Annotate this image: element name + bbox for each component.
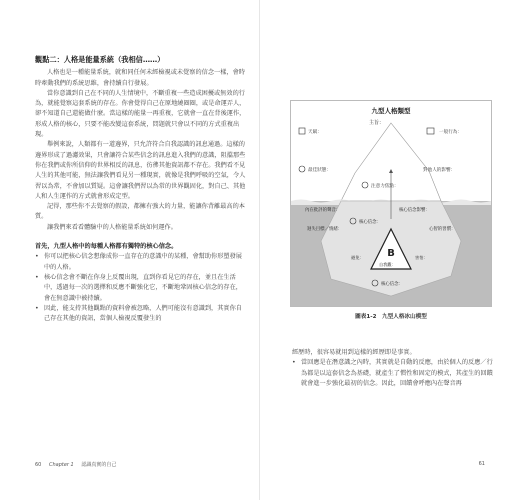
label-self-view: 自我觀： bbox=[379, 262, 396, 267]
figure-title: 九型人格類型 bbox=[371, 107, 411, 115]
chapter-label: Chapter 1 bbox=[48, 462, 74, 468]
label-attention-focus: 注意力焦點： bbox=[371, 184, 399, 189]
chapter-title: 認識真實的自己 bbox=[81, 462, 117, 468]
iceberg-diagram bbox=[291, 101, 491, 306]
label-leader: 主旨： bbox=[369, 120, 385, 126]
left-text-column bbox=[35, 55, 247, 324]
bullet-item: • 核心信念會不斷在你身上反覆出現，直到你看見它的存在，並且在生活中，透過每一次的選擇和反應不斷強化它，不斷地鞏固核心信念的存在，會在無意識中被持續。 bbox=[35, 273, 247, 304]
iceberg-figure bbox=[290, 100, 492, 307]
sun-icon bbox=[299, 166, 305, 172]
label-avoid: 避免： bbox=[351, 255, 364, 260]
gift-icon bbox=[299, 128, 305, 134]
figure-caption: 圖表1-2 九型人格冰山模型 bbox=[355, 314, 427, 320]
left-footer bbox=[35, 461, 122, 468]
right-text-column bbox=[292, 348, 497, 389]
label-gift: 天賦： bbox=[308, 130, 322, 135]
label-core-influence: 核心信念： bbox=[359, 220, 381, 225]
body-paragraph: 記得，那些你不去覺察的假設，都擁有強大的力量，能讓你背離最高的本質。 bbox=[35, 203, 245, 221]
core-symbol: B bbox=[387, 248, 395, 259]
label-others-impact: 對他人的影響： bbox=[423, 168, 456, 173]
bold-statement: 首先，九型人格中的每種人格都有獨特的核心信念。 bbox=[35, 243, 178, 251]
label-emotion-reaction: 心智的習慣： bbox=[429, 227, 456, 232]
right-page bbox=[260, 0, 520, 500]
label-best-state: 最佳狀態： bbox=[308, 168, 331, 173]
label-avoid-goal: 迴失目標／情緒： bbox=[307, 227, 343, 232]
body-paragraph: 舉例來說，人類都有一道邊界，只允許符合自我認識的訊息通過。這樣的邊界形成了過濾效果，只會讓符合某些信念的訊息進入我們的意識，阻擋那些你在我們或你所信仰的世界相反的訊息，彷彿其他資訊都不存在。我們看不見人生的其他可能，無法讓我們看見另一種現實，就像是我們呼吸的空氣，令人習以為常，不會加以質疑。這會讓我們習以為常的世界觀固化，對自己、其他人和人生運作的方式就會形成定型。 bbox=[35, 141, 246, 200]
label-general-behavior: 一般行為： bbox=[439, 130, 462, 135]
bullet-item: • 你可以把核心信念想像成你一直存在的意識中的某種，會幫助你形塑發展中的人格。 bbox=[35, 252, 247, 273]
page-number-left: 60 bbox=[35, 462, 42, 468]
label-inner-dialog: 內在批評的聲音： bbox=[305, 208, 341, 213]
body-paragraph: 當你意識到自己在不同的人生情境中，不斷重複一些造成困擾或無效的行為，就能覺察這套系統的存在。你會覺得自己在原地繞圈圈，或是命運弄人，卻不知道自己還能做什麼。當這樣的能量一再重複，它就會一直在背後運作，形成人格的核心，只要不能改變這套系統，問題就只會以不同的方式重複出現。 bbox=[35, 89, 246, 139]
body-paragraph: 經歷時，很容易就用到這樣的經歷即是事實。 bbox=[292, 349, 416, 356]
body-paragraph: 人格也是一種能量系統，就和同任何未經檢視或未覺察的信念一樣，會時時牽動我們的系統思維，會持續自行發展。 bbox=[35, 69, 245, 87]
label-core-belief-under: 核心信念影響： bbox=[399, 208, 430, 213]
bullet-item: • 當回應是在潛意識之內時，其實就是自動的反應，由於個人的反應／行為都是以這套信念為基礎，就產生了慣性和固定的模式，其產生的回饋就會進一步強化最初的信念。因此，回饋會呼應內在聲音再 bbox=[292, 358, 497, 389]
page-number-right: 61 bbox=[478, 461, 485, 467]
body-paragraph: 讓我們來看看體驗中的人格能量系統如何運作。 bbox=[47, 223, 177, 231]
section-heading: 觀點二：人格是能量系統（我相信……） bbox=[35, 55, 165, 64]
behavior-icon bbox=[427, 128, 434, 134]
label-fear: 害怕： bbox=[415, 255, 428, 260]
label-core-belief: 核心信念： bbox=[381, 282, 403, 287]
bullet-item: • 因此，能支持其他觀點的資料會被忽略，人們可能沒有意識到，其實你自己存在其他的資訊，當個人檢視反覆發生的 bbox=[35, 304, 247, 325]
